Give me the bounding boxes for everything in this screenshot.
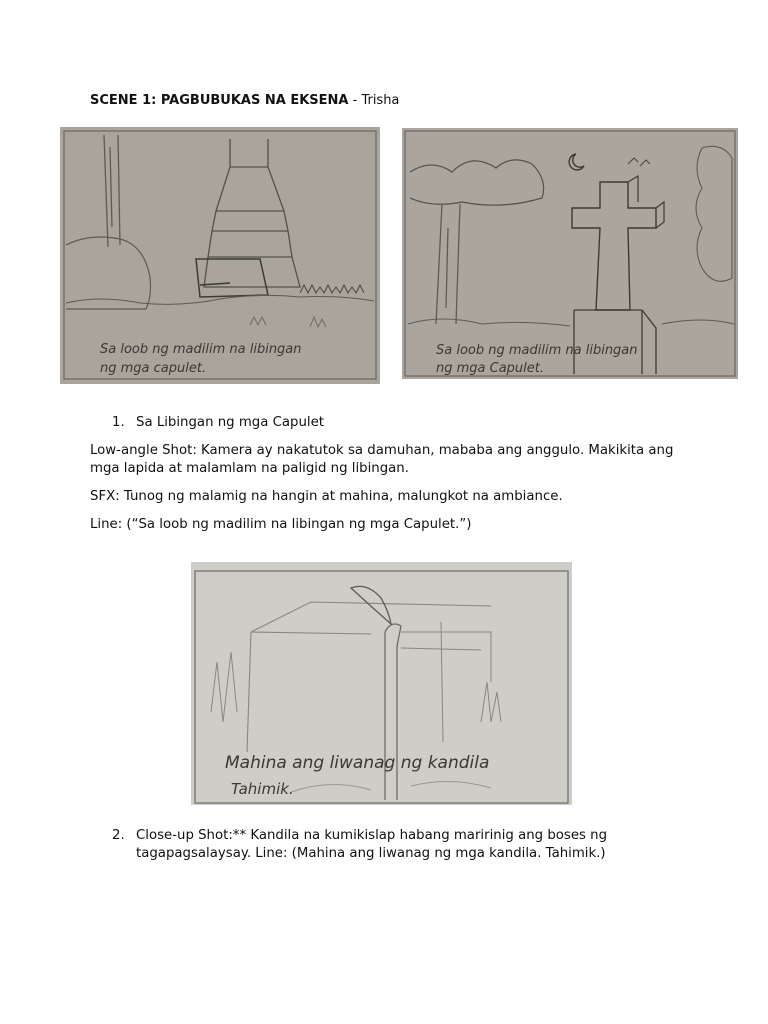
scene-heading bbox=[90, 92, 399, 109]
scene-separator: - bbox=[348, 93, 362, 108]
candle-drawing bbox=[191, 562, 572, 805]
sketch-3-caption-line1: Mahina ang liwanag ng kandila bbox=[225, 753, 490, 773]
shot-1-sfx: SFX: Tunog ng malamig na hangin at mahina, malungkot na ambiance. bbox=[90, 489, 563, 504]
shot-1-description: Low-angle Shot: Kamera ay nakatutok sa damuhan, mababa ang anggulo. Makikita ang mga lapida at malamlam na paligid ng libingan. bbox=[90, 443, 674, 476]
sketch-3-caption-line2: Tahimik. bbox=[231, 780, 294, 798]
list-item-1-number: 1. bbox=[112, 415, 125, 430]
storyboard-sketch-tomb bbox=[60, 127, 380, 384]
storyboard-sketch-cross bbox=[402, 128, 738, 379]
storyboard-sketch-candle bbox=[191, 562, 572, 805]
list-item-2-text: Close-up Shot:** Kandila na kumikislap habang maririnig ang boses ng tagapagsalaysay. Line: (Mahina ang liwanag ng mga kandila. Tahimik.) bbox=[136, 828, 608, 861]
list-item-1-title: Sa Libingan ng mga Capulet bbox=[136, 415, 324, 430]
sketch-1-caption-line1: Sa loob ng madilim na libingan bbox=[100, 342, 302, 357]
sketch-2-caption-line1: Sa loob ng madilim na libingan bbox=[436, 343, 638, 358]
shot-1-line: Line: (“Sa loob ng madilim na libingan ng mga Capulet.”) bbox=[90, 517, 472, 532]
scene-title: SCENE 1: PAGBUBUKAS NA EKSENA bbox=[90, 93, 349, 108]
sketch-1-caption-line2: ng mga capulet. bbox=[100, 361, 207, 376]
tomb-drawing bbox=[60, 127, 380, 384]
list-item-2-number: 2. bbox=[112, 828, 125, 843]
cross-drawing bbox=[402, 128, 738, 379]
sketch-2-caption-line2: ng mga Capulet. bbox=[436, 361, 545, 376]
scene-author: Trisha bbox=[361, 93, 400, 108]
